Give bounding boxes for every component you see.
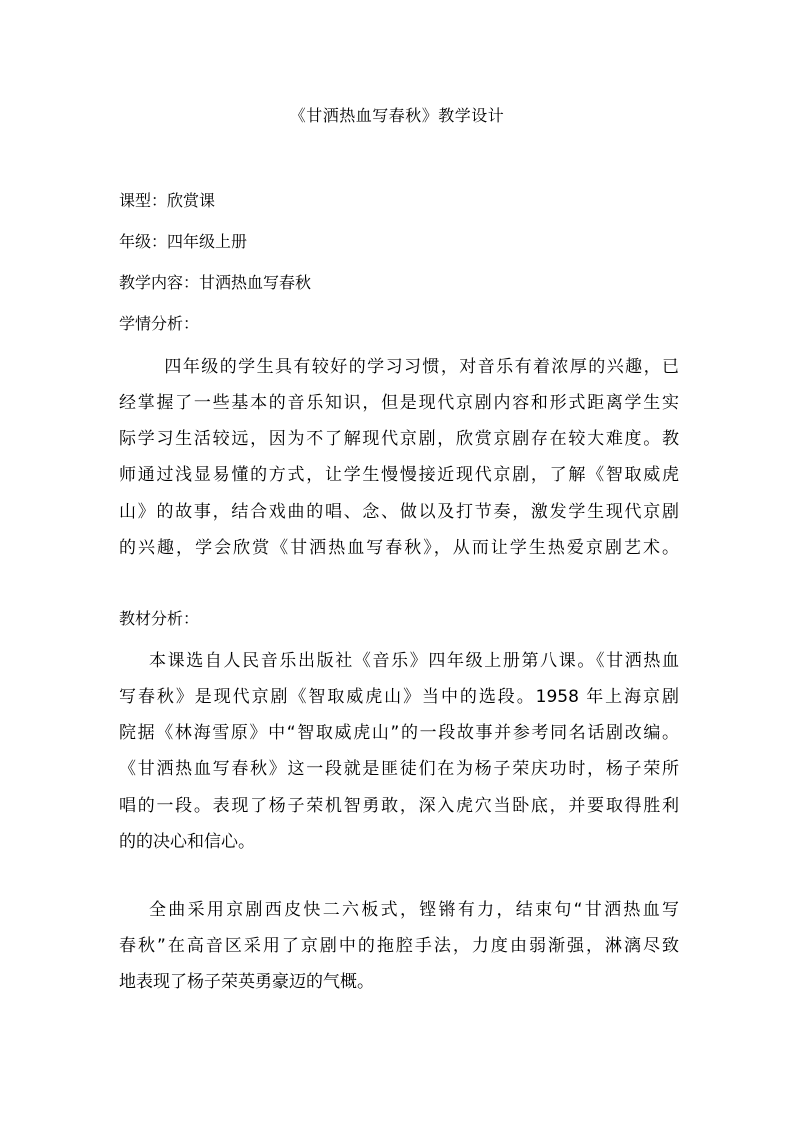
paragraph-line: 的的决心和信心。 xyxy=(119,831,255,852)
paragraph-line: 唱的一段。表现了杨子荣机智勇敢，深入虎穴当卧底，并要取得胜利 xyxy=(119,795,679,816)
material-analysis-paragraph-2-cont xyxy=(119,928,679,1000)
document-title: 《甘洒热血写春秋》教学设计 xyxy=(289,106,505,125)
paragraph-line: 春秋”在高音区采用了京剧中的拖腔手法，力度由弱渐强，淋漓尽致 xyxy=(119,936,679,956)
paragraph-line: 地表现了杨子荣英勇豪迈的气概。 xyxy=(119,972,374,993)
course-type: 课型：欣赏课 xyxy=(119,191,216,210)
material-analysis-paragraph-1 xyxy=(149,643,679,679)
paragraph-line: 的兴趣，学会欣赏《甘洒热血写春秋》，从而让学生热爱京剧艺术。 xyxy=(119,537,679,558)
teaching-content: 教学内容：甘洒热血写春秋 xyxy=(119,273,312,292)
paragraph-line: 师通过浅显易懂的方式，让学生慢慢接近现代京剧，了解《智取威虎 xyxy=(119,465,679,486)
learner-analysis-paragraph xyxy=(146,349,679,385)
material-analysis-paragraph-1-cont xyxy=(119,679,679,860)
grade: 年级：四年级上册 xyxy=(119,232,248,251)
material-analysis-paragraph-2 xyxy=(149,892,679,928)
paragraph-line: 经掌握了一些基本的音乐知识，但是现代京剧内容和形式距离学生实 xyxy=(119,393,679,413)
paragraph-line: 写春秋》是现代京剧《智取威虎山》当中的选段。1958 年上海京剧 xyxy=(119,687,679,707)
learner-analysis-paragraph-cont xyxy=(119,385,679,566)
paragraph-line: 际学习生活较远，因为不了解现代京剧，欣赏京剧存在较大难度。教 xyxy=(119,429,679,450)
paragraph-line: 全曲采用京剧西皮快二六板式，铿锵有力，结束句“甘洒热血写 xyxy=(149,900,679,920)
paragraph-line: 《甘洒热血写春秋》这一段就是匪徒们在为杨子荣庆功时，杨子荣所 xyxy=(119,759,679,780)
paragraph-line: 四年级的学生具有较好的学习习惯，对音乐有着浓厚的兴趣，已 xyxy=(146,357,679,377)
paragraph-line: 院据《林海雪原》中“智取威虎山”的一段故事并参考同名话剧改编。 xyxy=(119,723,679,744)
paragraph-line: 山》的故事，结合戏曲的唱、念、做以及打节奏，激发学生现代京剧 xyxy=(119,501,679,522)
learner-analysis-heading: 学情分析： xyxy=(119,314,200,333)
material-analysis-heading: 教材分析： xyxy=(119,609,200,628)
paragraph-line: 本课选自人民音乐出版社《音乐》四年级上册第八课。《甘洒热血 xyxy=(149,651,679,671)
